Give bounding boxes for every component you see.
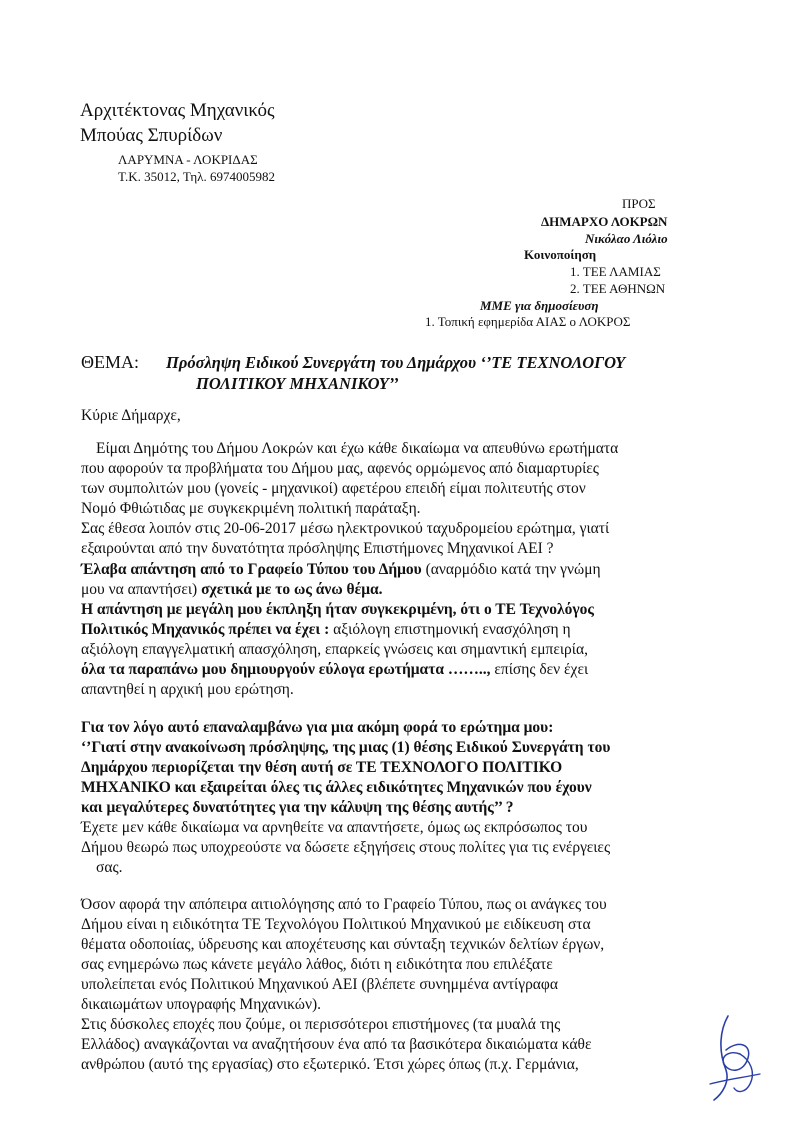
body-bold-run: Έλαβα απάντηση από το Γραφείο Τύπου του Δήμου — [81, 561, 422, 578]
recipient-media-1: 1. Τοπική εφημερίδα ΑΙΑΣ ο ΛΟΚΡΟΣ — [425, 314, 631, 329]
recipient-cc-label: Κοινοποίηση — [524, 247, 597, 262]
body-line: Όσον αφορά την απόπειρα αιτιολόγησης από το Γραφείο Τύπου, πως οι ανάγκες του — [81, 896, 607, 913]
body-bold-run: σχετικά με το ως άνω θέμα. — [201, 581, 383, 598]
salutation: Κύριε Δήμαρχε, — [81, 407, 181, 424]
recipient-person: Νικόλαο Λιόλιο — [585, 231, 668, 246]
body-line: Ελλάδος) αναγκάζονται να αναζητήσουν ένα από τα βασικότερα δικαιώματα κάθε — [81, 1036, 592, 1053]
recipient-cc-1: 1. ΤΕΕ ΛΑΜΙΑΣ — [570, 264, 661, 279]
body-line: εξαιρούνται από την δυνατότητα πρόσληψης Επιστήμονες Μηχανικοί ΑΕΙ ? — [81, 540, 554, 557]
body-line: Νομό Φθιώτιδας με συγκεκριμένη πολιτική παράταξη. — [81, 500, 421, 517]
body-line: θέματα οδοποιίας, ύδρευσης και αποχέτευσης και σύνταξη τεχνικών δελτίων έργων, — [81, 936, 605, 953]
body-run: αξιόλογη επιστημονική ενασχόληση η — [329, 621, 571, 638]
sender-contact: Τ.Κ. 35012, Τηλ. 6974005982 — [118, 169, 275, 184]
body-run: επίσης δεν έχει — [490, 661, 589, 678]
recipient-media-label: ΜΜΕ για δημοσίευση — [480, 298, 599, 313]
body-line: Δήμου θεωρώ πως υποχρεούστε να δώσετε εξηγήσεις στους πολίτες για τις ενέργειες — [81, 839, 611, 856]
sender-name: Μπούας Σπυρίδων — [80, 125, 223, 146]
body-line: Για τον λόγο αυτό επαναλαμβάνω για μια ακόμη φορά το ερώτημα μου: — [81, 719, 554, 736]
body-line: αξιόλογη επαγγελματική απασχόληση, επαρκείς γνώσεις και σημαντική εμπειρία, — [81, 641, 588, 658]
body-line: Δημάρχου περιορίζεται την θέση αυτή σε ΤΕ ΤΕΧΝΟΛΟΓΟ ΠΟΛΙΤΙΚΟ — [81, 759, 563, 776]
body-line: Είμαι Δημότης του Δήμου Λοκρών και έχω κάθε δικαίωμα να απευθύνω ερωτήματα — [96, 440, 619, 457]
subject-line-2: ΠΟΛΙΤΙΚΟΥ ΜΗΧΑΝΙΚΟΥ’’ — [196, 374, 399, 393]
body-line: Έχετε μεν κάθε δικαίωμα να αρνηθείτε να απαντήσετε, όμως ως εκπρόσωπος του — [81, 819, 588, 836]
body-line: Η απάντηση με μεγάλη μου έκπληξη ήταν συγκεκριμένη, ότι ο ΤΕ Τεχνολόγος — [81, 601, 594, 618]
body-line — [81, 621, 571, 639]
body-line: ανθρώπου (αυτό της εργασίας) στο εξωτερικό. Έτσι χώρες όπως (π.χ. Γερμάνια, — [81, 1056, 579, 1073]
body-line: σας ενημερώνω πως κάνετε μεγάλο λάθος, διότι η ειδικότητα που επιλέξατε — [81, 956, 553, 973]
signature-mark — [700, 1010, 770, 1105]
body-line — [81, 661, 588, 679]
subject-label: ΘΕΜΑ: — [81, 352, 139, 372]
body-line: ΜΗΧΑΝΙΚΟ και εξαιρείται όλες τις άλλες ειδικότητες Μηχανικών που έχουν — [81, 779, 592, 796]
body-line: δικαιωμάτων υπογραφής Μηχανικών). — [81, 996, 322, 1013]
body-line: ‘’Γιατί στην ανακοίνωση πρόσληψης, της μιας (1) θέσης Ειδικού Συνεργάτη του — [81, 739, 611, 756]
body-line: σας. — [96, 859, 123, 876]
body-run: μου να απαντήσει) — [81, 581, 202, 598]
body-line — [81, 561, 601, 579]
body-line: Σας έθεσα λοιπόν στις 20-06-2017 μέσω ηλεκτρονικού ταχυδρομείου ερώτημα, γιατί — [81, 520, 610, 537]
body-line: των συμπολιτών μου (γονείς - μηχανικοί) αφετέρου επειδή είμαι πολιτευτής στον — [81, 480, 586, 497]
body-line: Δήμου είναι η ειδικότητα ΤΕ Τεχνολόγου Πολιτικού Μηχανικού με ειδίκευση στα — [81, 916, 591, 933]
body-line: και μεγαλύτερες δυνατότητες για την κάλυψη της θέσης αυτής’’ ? — [81, 799, 514, 816]
body-line: υπολείπεται ενός Πολιτικού Μηχανικού ΑΕΙ (βλέπετε συνημμένα αντίγραφα — [81, 976, 558, 993]
body-bold-run: όλα τα παραπάνω μου δημιουργούν εύλογα ερωτήματα …….., — [81, 661, 491, 678]
recipient-office: ΔΗΜΑΡΧΟ ΛΟΚΡΩΝ — [541, 214, 668, 229]
sender-location: ΛΑΡΥΜΝΑ - ΛΟΚΡΙΔΑΣ — [118, 152, 258, 167]
subject-line-1: Πρόσληψη Ειδικού Συνεργάτη του Δημάρχου ‘’ΤΕ ΤΕΧΝΟΛΟΓΟΥ — [166, 353, 626, 372]
recipient-cc-2: 2. ΤΕΕ ΑΘΗΝΩΝ — [570, 281, 666, 296]
body-run: (αναρμόδιο κατά την γνώμη — [421, 561, 601, 578]
body-bold-run: Πολιτικός Μηχανικός πρέπει να έχει : — [81, 621, 330, 638]
sender-title: Αρχιτέκτονας Μηχανικός — [80, 100, 275, 121]
recipient-pros: ΠΡΟΣ — [622, 196, 656, 211]
body-line — [81, 581, 383, 599]
body-line: Στις δύσκολες εποχές που ζούμε, οι περισσότεροι επιστήμονες (τα μυαλά της — [81, 1016, 561, 1033]
body-line: που αφορούν τα προβλήματα του Δήμου μας, αφενός ορμώμενος από διαμαρτυρίες — [81, 460, 599, 477]
body-line: απαντηθεί η αρχική μου ερώτηση. — [81, 681, 294, 698]
